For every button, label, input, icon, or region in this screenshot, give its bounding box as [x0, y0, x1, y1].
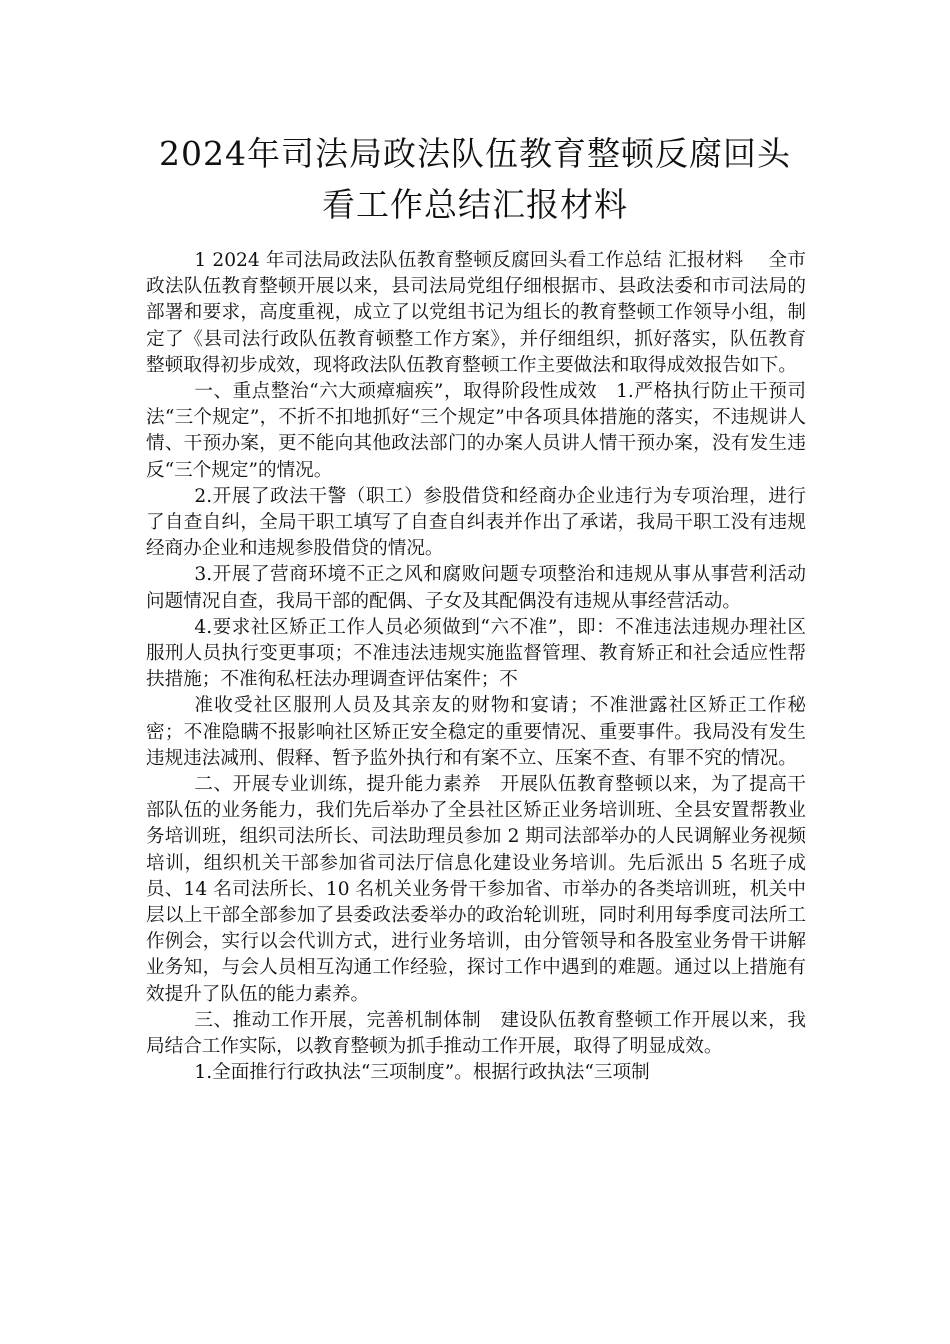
paragraph-item-2: 2.开展了政法干警（职工）参股借贷和经商办企业违行为专项治理，进行了自查自纠，全局干职工填写了自查自纠表并作出了承诺，我局干职工没有违规经商办企业和违规参股借贷的情况。	[146, 485, 806, 560]
paragraph-section-2: 二、开展专业训练，提升能力素养 开展队伍教育整顿以来，为了提高干部队伍的业务能力，我们先后举办了全县社区矫正业务培训班、全县安置帮教业务培训班，组织司法所长、司法助理员参加 2 期司法部举办的人民调解业务视频培训，组织机关干部参加省司法厅信息化建设业务培训。先后派出 5 名班子成员、14 名司法所长、10 名机关业务骨干参加省、市举办的各类培训班，机关中层以上干部全部参加了县委政法委举办的政治轮训班，同时利用每季度司法所工作例会，实行以会代训方式，进行业务培训，由分管领导和各股室业务骨干讲解业务知，与会人员相互沟通工作经验，探讨工作中遇到的难题。通过以上措施有效提升了队伍的能力素养。	[146, 774, 806, 1005]
paragraph-intro: 1 2024 年司法局政法队伍教育整顿反腐回头看工作总结 汇报材料 全市政法队伍教育整顿开展以来，县司法局党组仔细根据市、县政法委和市司法局的部署和要求，高度重视，成立了以党组书记为组长的教育整顿工作领导小组，制定了《县司法行政队伍教育顿整工作方案》，并仔细组织，抓好落实，队伍教育整顿取得初步成效，现将政法队伍教育整顿工作主要做法和取得成效报告如下。	[146, 250, 806, 376]
paragraph-item-3: 3.开展了营商环境不正之风和腐败问题专项整治和违规从事从事营利活动问题情况自查，我局干部的配偶、子女及其配偶没有违规从事经营活动。	[146, 564, 806, 612]
document-body	[146, 248, 806, 1087]
paragraph-section-3: 三、推动工作开展，完善机制体制 建设队伍教育整顿工作开展以来，我局结合工作实际，以教育整顿为抓手推动工作开展，取得了明显成效。	[146, 1009, 806, 1058]
title-line-2: 看工作总结汇报材料	[322, 185, 628, 224]
title-line-1: 2024年司法局政法队伍教育整顿反腐回头	[159, 134, 791, 173]
paragraph-item-4-continued: 准收受社区服刑人员及其亲友的财物和宴请；不准泄露社区矫正工作秘密；不准隐瞒不报影响社区矫正安全稳定的重要情况、重要事件。我局没有发生违规违法减刑、假释、暂予监外执行和有案不立、压案不查、有罪不究的情况。	[146, 695, 806, 769]
paragraph-section-1: 一、重点整治“六大顽瘴痼疾”，取得阶段性成效 1.严格执行防止干预司法“三个规定”，不折不扣地抓好“三个规定”中各项具体措施的落实，不违规讲人情、干预办案，更不能向其他政法部门的办案人员讲人情干预办案，没有发生违反“三个规定”的情况。	[146, 381, 806, 481]
document-title	[130, 128, 820, 230]
paragraph-section-3-item-1: 1.全面推行行政执法“三项制度”。根据行政执法“三项制	[194, 1062, 650, 1084]
paragraph-item-4: 4.要求社区矫正工作人员必须做到“六不准”，即：不准违法违规办理社区服刑人员执行变更事项；不准违法违规实施监督管理、教育矫正和社会适应性帮扶措施；不准徇私枉法办理调查评估案件；不	[146, 616, 806, 691]
